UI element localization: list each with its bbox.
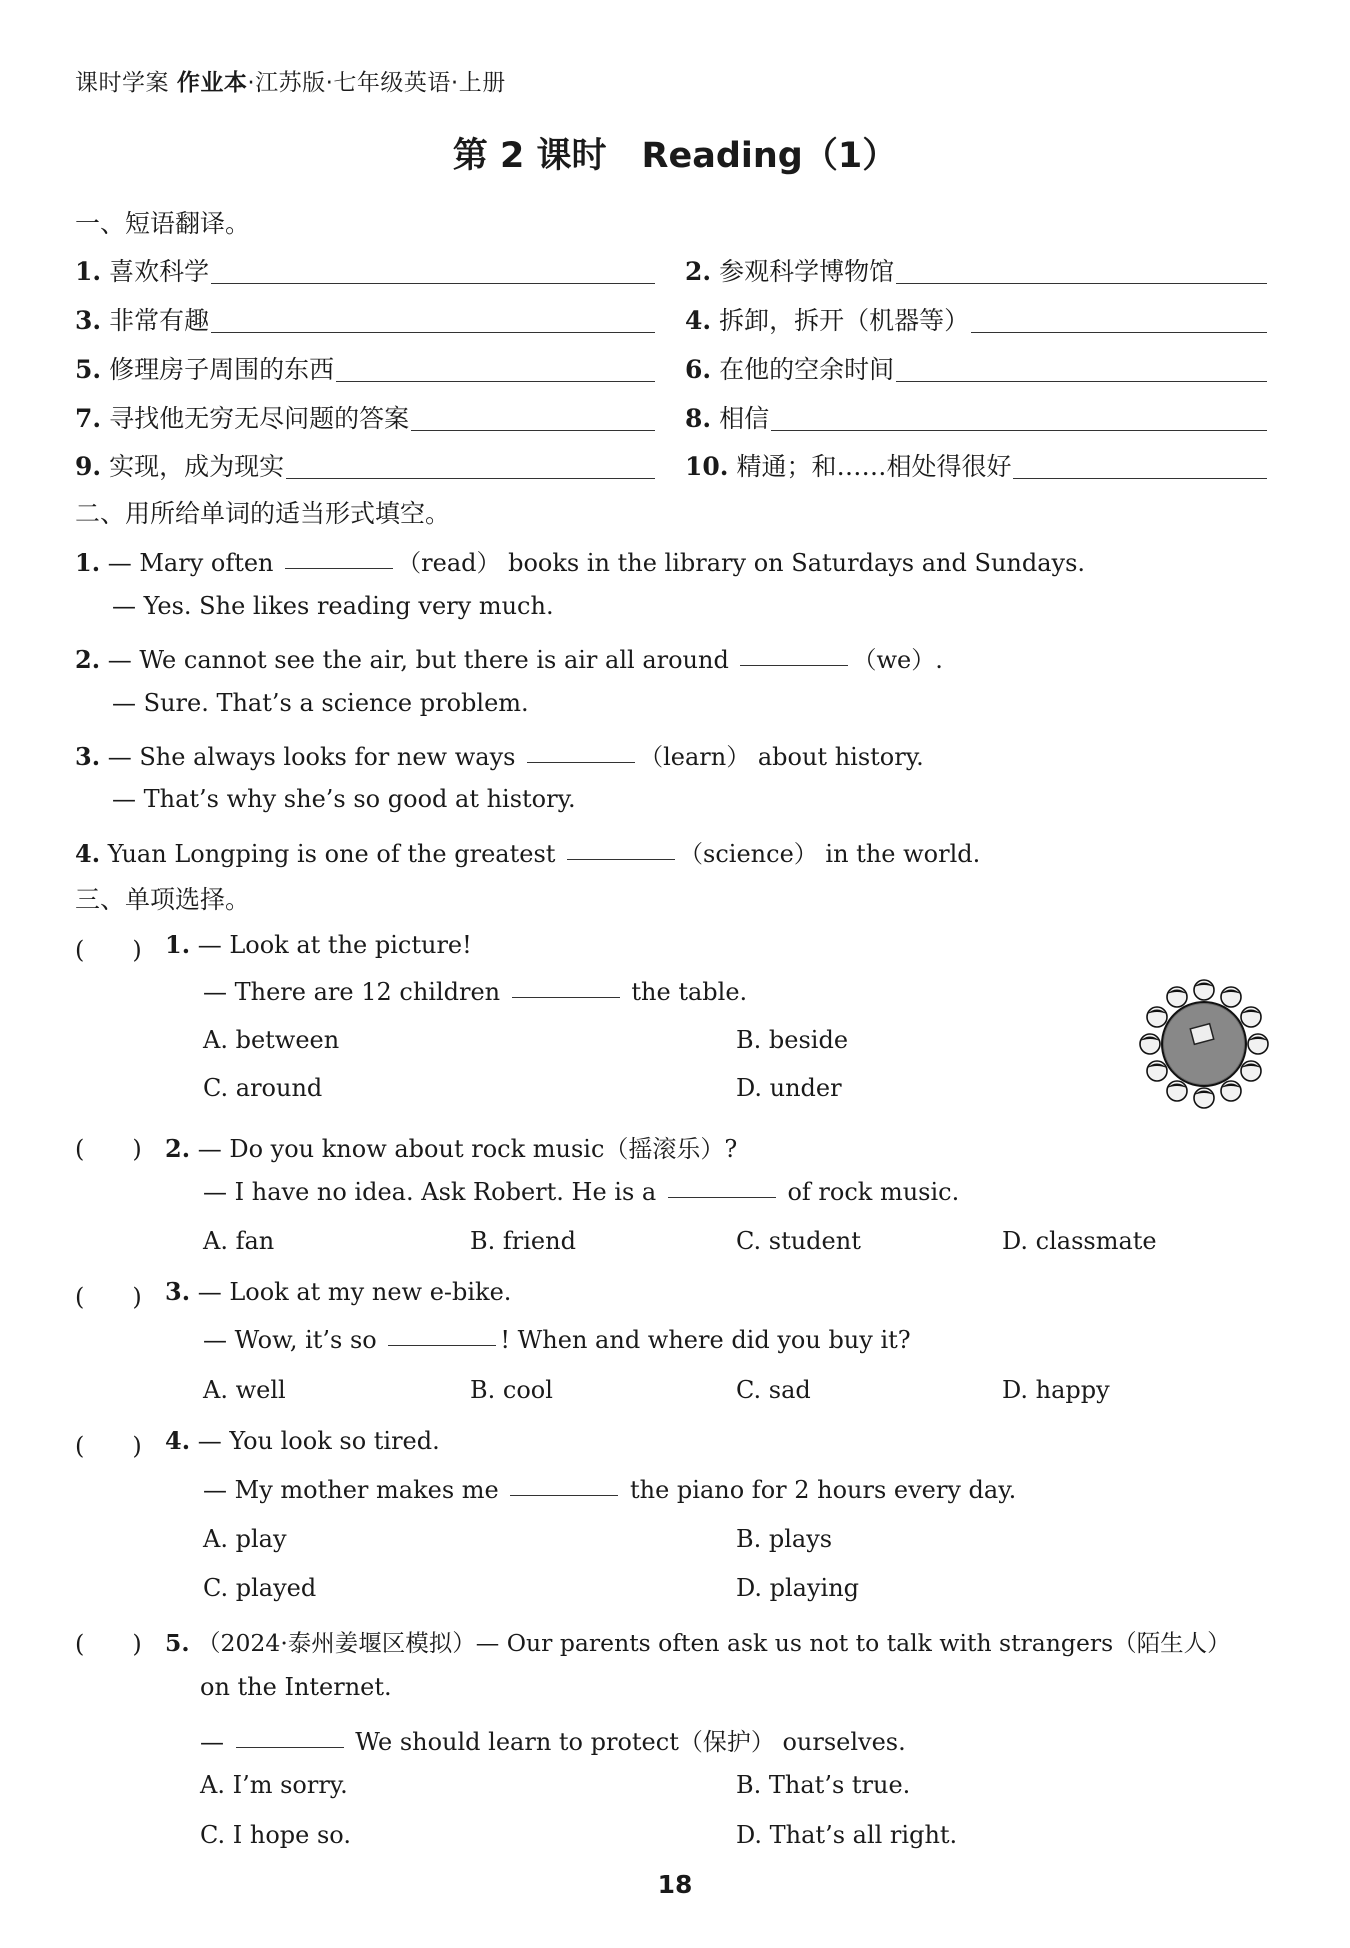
- question-text: the piano for 2 hours every day.: [622, 1476, 1017, 1504]
- fill-question-3: [75, 737, 924, 772]
- question-text: （2024·泰州姜堰区模拟）— Our parents often ask us not to talk with strangers（陌生人）: [197, 1629, 1231, 1657]
- option-d[interactable]: D. happy: [1002, 1376, 1110, 1404]
- mc-question-2-line2: [203, 1178, 959, 1206]
- option-a[interactable]: A. fan: [203, 1227, 275, 1255]
- fill-question-2: [75, 640, 943, 675]
- fill-question-4: [75, 834, 980, 869]
- question-text: （read） books in the library on Saturdays and Sundays.: [397, 549, 1086, 577]
- phrase-number: 6.: [685, 355, 712, 384]
- answer-line[interactable]: [211, 282, 655, 284]
- phrase-text: 修理房子周围的东西: [109, 355, 335, 384]
- phrase-number: 10.: [685, 452, 729, 481]
- question-number: 5.: [165, 1629, 190, 1657]
- question-number: 2.: [75, 645, 101, 674]
- option-a[interactable]: A. between: [203, 1026, 340, 1054]
- option-c[interactable]: C. played: [203, 1574, 317, 1602]
- fill-question-1: [75, 543, 1085, 578]
- fill-response-1: — Yes. She likes reading very much.: [112, 592, 554, 620]
- question-text: — You look so tired.: [197, 1427, 440, 1455]
- question-text: — Look at the picture!: [197, 931, 472, 959]
- answer-line[interactable]: [1013, 477, 1267, 479]
- mc-question-1: [165, 930, 472, 959]
- answer-blank[interactable]: [285, 567, 393, 569]
- fill-response-2: — Sure. That’s a science problem.: [112, 689, 529, 717]
- answer-blank[interactable]: [740, 664, 848, 666]
- mc-question-4: [165, 1426, 440, 1455]
- answer-line[interactable]: [896, 282, 1267, 284]
- children-around-table-illustration: [1138, 978, 1270, 1110]
- phrase-number: 1.: [75, 257, 102, 286]
- phrase-item: [75, 252, 655, 288]
- phrase-text: 精通；和……相处得很好: [736, 452, 1012, 481]
- answer-line[interactable]: [336, 380, 655, 382]
- page-title: 第 2 课时 Reading（1）: [452, 136, 898, 176]
- page-number: 18: [657, 1870, 693, 1899]
- answer-line[interactable]: [771, 429, 1267, 431]
- answer-line[interactable]: [411, 429, 655, 431]
- phrase-item: [685, 399, 1267, 435]
- option-d[interactable]: D. classmate: [1002, 1227, 1157, 1255]
- question-text: Yuan Longping is one of the greatest: [107, 840, 564, 868]
- answer-line[interactable]: [211, 331, 655, 333]
- mc-question-3: [165, 1277, 511, 1306]
- phrase-item: [75, 301, 655, 337]
- question-text: — My mother makes me: [203, 1476, 507, 1504]
- question-text: （we）.: [852, 646, 943, 674]
- phrase-text: 寻找他无穷无尽问题的答案: [109, 404, 410, 433]
- phrase-text: 拆卸，拆开（机器等）: [719, 306, 970, 335]
- answer-blank[interactable]: [567, 858, 675, 860]
- question-text: — Do you know about rock music（摇滚乐）?: [197, 1135, 738, 1163]
- option-a[interactable]: A. I’m sorry.: [200, 1771, 348, 1799]
- mc-question-3-line2: [203, 1326, 911, 1354]
- answer-bracket[interactable]: ( ): [75, 1432, 142, 1460]
- phrase-number: 2.: [685, 257, 712, 286]
- question-text: — We cannot see the air, but there is air all around: [107, 646, 737, 674]
- question-text: of rock music.: [779, 1178, 960, 1206]
- question-text: — I have no idea. Ask Robert. He is a: [203, 1178, 664, 1206]
- option-c[interactable]: C. student: [736, 1227, 861, 1255]
- question-number: 1.: [165, 930, 191, 959]
- mc-question-5: [165, 1624, 1231, 1658]
- option-c[interactable]: C. around: [203, 1074, 323, 1102]
- answer-blank[interactable]: [527, 761, 635, 763]
- phrase-text: 实现，成为现实: [109, 452, 285, 481]
- mc-question-5-line2: [200, 1722, 906, 1757]
- question-text: ! When and where did you buy it?: [500, 1326, 911, 1354]
- question-text: （science） in the world.: [679, 840, 981, 868]
- option-c[interactable]: C. I hope so.: [200, 1821, 351, 1849]
- book-header: [75, 64, 506, 97]
- mc-question-4-line2: [203, 1476, 1016, 1504]
- question-number: 4.: [75, 839, 101, 868]
- option-b[interactable]: B. plays: [736, 1525, 833, 1553]
- phrase-text: 非常有趣: [109, 306, 210, 335]
- section-heading-fill-blank: 二、用所给单词的适当形式填空。: [75, 499, 451, 528]
- phrase-number: 8.: [685, 404, 712, 433]
- fill-response-3: — That’s why she’s so good at history.: [112, 785, 576, 813]
- phrase-number: 4.: [685, 306, 712, 335]
- option-b[interactable]: B. That’s true.: [736, 1771, 911, 1799]
- question-text: — Mary often: [107, 549, 282, 577]
- answer-line[interactable]: [896, 380, 1267, 382]
- answer-line[interactable]: [286, 477, 655, 479]
- question-text: （learn） about history.: [639, 743, 924, 771]
- question-number: 2.: [165, 1134, 191, 1163]
- header-suffix: ·江苏版·七年级英语·上册: [247, 70, 506, 96]
- header-prefix: 课时学案: [75, 70, 177, 96]
- phrase-text: 相信: [719, 404, 770, 433]
- question-number: 3.: [75, 742, 101, 771]
- answer-blank: [388, 1344, 496, 1346]
- option-c[interactable]: C. sad: [736, 1376, 811, 1404]
- phrase-item: [75, 350, 655, 386]
- answer-bracket[interactable]: ( ): [75, 1630, 142, 1658]
- section-heading-multiple-choice: 三、单项选择。: [75, 885, 251, 914]
- mc-question-2: [165, 1129, 737, 1164]
- mc-question-1-line2: [203, 978, 747, 1006]
- answer-blank: [512, 996, 620, 998]
- phrase-text: 在他的空余时间: [719, 355, 895, 384]
- phrase-number: 5.: [75, 355, 102, 384]
- phrase-text: 喜欢科学: [109, 257, 210, 286]
- option-d[interactable]: D. playing: [736, 1574, 860, 1602]
- answer-bracket[interactable]: ( ): [75, 1135, 142, 1163]
- phrase-item: [685, 301, 1267, 337]
- question-text: —: [200, 1728, 232, 1756]
- answer-line[interactable]: [971, 331, 1267, 333]
- question-number: 1.: [75, 548, 101, 577]
- phrase-item: [685, 447, 1267, 483]
- option-b[interactable]: B. beside: [736, 1026, 849, 1054]
- answer-bracket[interactable]: ( ): [75, 1283, 142, 1311]
- question-text: — She always looks for new ways: [107, 743, 524, 771]
- option-a[interactable]: A. well: [203, 1376, 286, 1404]
- phrase-number: 9.: [75, 452, 102, 481]
- phrase-number: 7.: [75, 404, 102, 433]
- answer-blank: [668, 1196, 776, 1198]
- question-text: — Look at my new e-bike.: [197, 1278, 512, 1306]
- section-heading-translation: 一、短语翻译。: [75, 209, 251, 238]
- option-d[interactable]: D. under: [736, 1074, 842, 1102]
- phrase-item: [685, 252, 1267, 288]
- phrase-item: [75, 399, 655, 435]
- question-number: 4.: [165, 1426, 191, 1455]
- answer-blank: [236, 1746, 344, 1748]
- phrase-item: [685, 350, 1267, 386]
- option-a[interactable]: A. play: [203, 1525, 287, 1553]
- question-text: — There are 12 children: [203, 978, 508, 1006]
- header-bold: 作业本: [176, 70, 248, 96]
- option-d[interactable]: D. That’s all right.: [736, 1821, 958, 1849]
- answer-bracket[interactable]: ( ): [75, 936, 142, 964]
- option-b[interactable]: B. cool: [470, 1376, 553, 1404]
- answer-blank: [510, 1494, 618, 1496]
- question-text: We should learn to protect（保护） ourselves.: [347, 1728, 906, 1756]
- question-text: the table.: [623, 978, 748, 1006]
- phrase-text: 参观科学博物馆: [719, 257, 895, 286]
- mc-question-5-cont: on the Internet.: [200, 1673, 392, 1701]
- phrase-item: [75, 447, 655, 483]
- question-text: — Wow, it’s so: [203, 1326, 385, 1354]
- phrase-number: 3.: [75, 306, 102, 335]
- option-b[interactable]: B. friend: [470, 1227, 576, 1255]
- question-number: 3.: [165, 1277, 191, 1306]
